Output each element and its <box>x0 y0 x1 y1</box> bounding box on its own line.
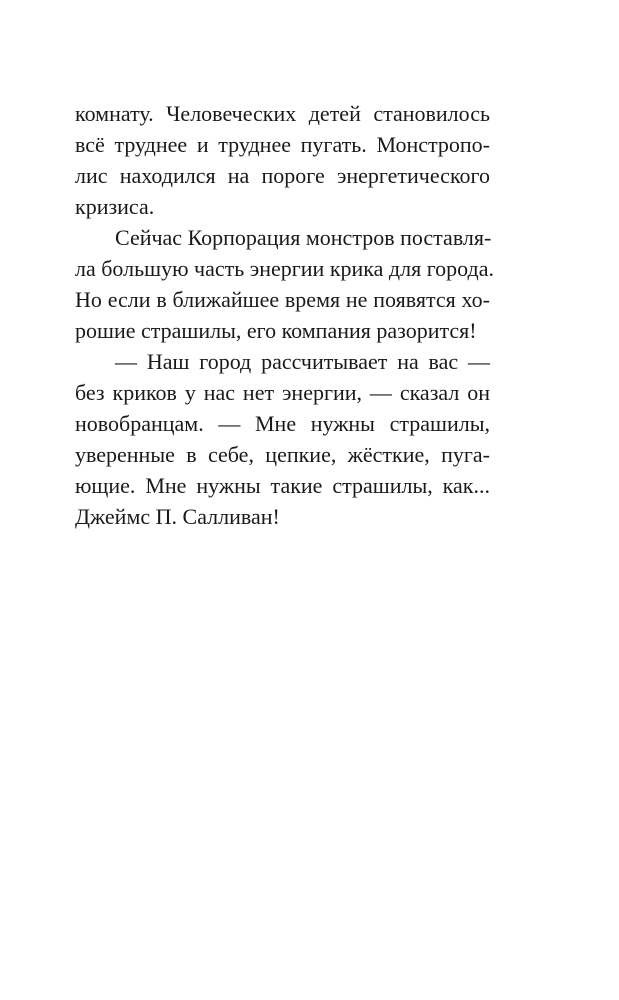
text-line: всё труднее и труднее пугать. Монстропо- <box>75 132 490 157</box>
text-line: ющие. Мне нужны такие страшилы, как... <box>75 473 490 498</box>
body-text <box>75 98 494 532</box>
text-line: комнату. Человеческих детей становилось <box>75 101 490 126</box>
text-line: уверенные в себе, цепкие, жёсткие, пуга- <box>75 442 490 467</box>
text-line: ла большую часть энергии крика для города. <box>75 256 494 281</box>
text-line: рошие страшилы, его компания разорится! <box>75 318 477 343</box>
text-line: новобранцам. — Мне нужны страшилы, <box>75 411 490 436</box>
text-line: Но если в ближайшее время не появятся хо- <box>75 287 490 312</box>
text-line: — Наш город рассчитывает на вас — <box>115 349 490 374</box>
text-line: Сейчас Корпорация монстров поставля- <box>115 225 492 250</box>
text-line: кризиса. <box>75 194 155 219</box>
text-line: без криков у нас нет энергии, — сказал он <box>75 380 490 405</box>
text-line: Джеймс П. Салливан! <box>75 504 280 529</box>
text-line: лис находился на пороге энергетического <box>75 163 490 188</box>
